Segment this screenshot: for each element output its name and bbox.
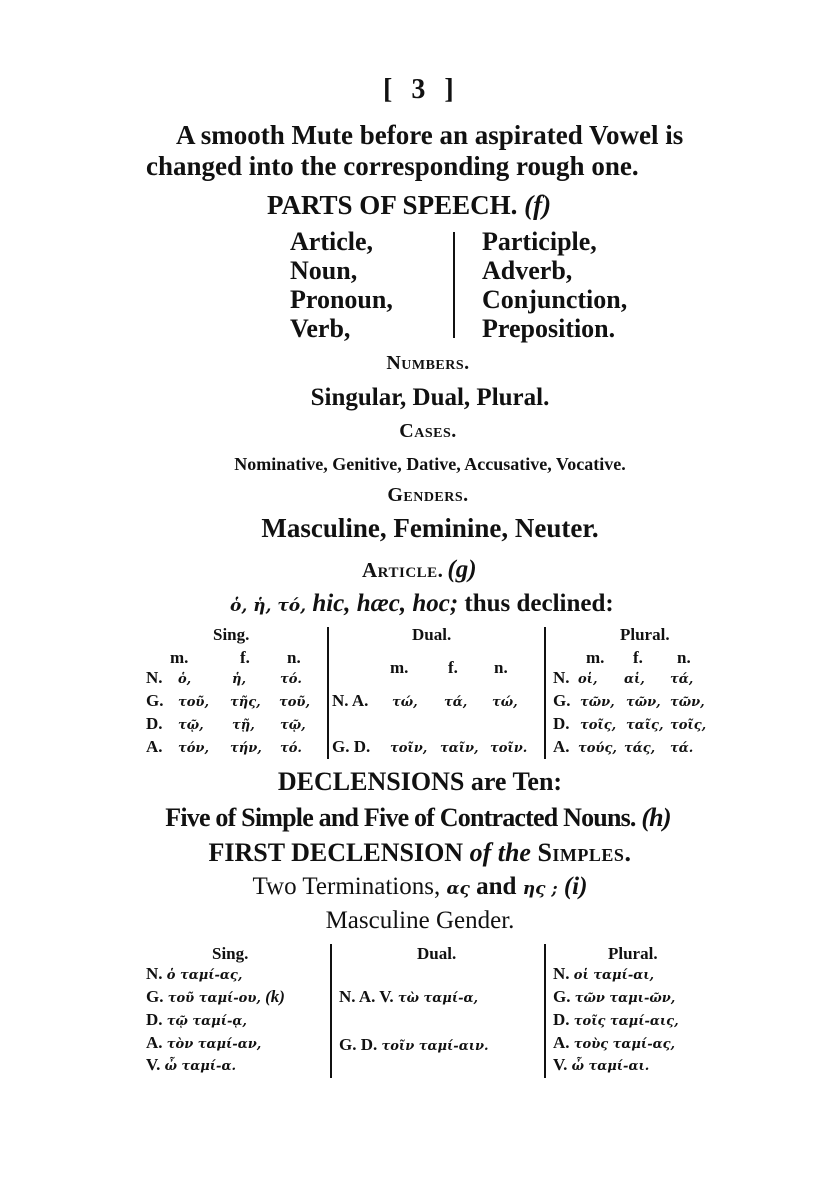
part-adverb: Adverb, (482, 256, 573, 285)
first-plural-row (553, 1055, 649, 1075)
article-form: ταῖς, (626, 718, 664, 733)
first-declension-heading (0, 838, 840, 868)
article-form: τῆς, (230, 695, 261, 710)
part-preposition: Preposition. (482, 314, 616, 343)
noun-form: τοῦ ταμί-ου, (167, 991, 261, 1006)
article-plural-row (553, 668, 570, 688)
article-form: τοῖς, (580, 718, 617, 733)
noun-form: τοὺς ταμί-ας, (573, 1037, 676, 1052)
terminations-line (0, 873, 840, 901)
article-form: τοῖς, (670, 718, 707, 733)
noun-form: ὁ ταμί-ας, (166, 968, 243, 983)
article-heading (362, 556, 477, 584)
article-dual-label: Dual. (412, 625, 452, 644)
case-label: N. (146, 668, 163, 687)
article-plural-row (553, 691, 570, 711)
first-dual-row (339, 1035, 489, 1055)
case-label: A. (146, 737, 163, 756)
part-participle: Participle, (482, 227, 597, 256)
article-form: τοῦ, (178, 695, 209, 710)
article-dual-row (332, 737, 370, 757)
first-plural-row (553, 987, 675, 1007)
case-label: V. (146, 1055, 161, 1074)
rule-text-line1: A smooth Mute before an aspirated Vowel is (176, 120, 684, 150)
genders-heading: Genders. (387, 484, 469, 506)
article-dual-f: f. (448, 658, 458, 677)
cases-text: Nominative, Genitive, Dative, Accusative, Vocative. (234, 454, 626, 474)
noun-note: (k) (265, 987, 285, 1006)
noun-form: τῶν ταμι-ῶν, (574, 991, 676, 1006)
article-form: ταῖν, (440, 741, 479, 756)
page-number: [ 3 ] (383, 74, 460, 105)
case-label: V. (553, 1055, 568, 1074)
numbers-heading: Numbers. (386, 352, 470, 374)
case-label: G. (146, 691, 164, 710)
case-label: N. A. V. (339, 987, 394, 1006)
first-sing-row (146, 1033, 261, 1053)
case-label: N. (146, 964, 163, 983)
article-table-divider-1 (327, 627, 329, 759)
article-form: τῷ, (280, 718, 306, 733)
declensions-title: DECLENSIONS (277, 767, 465, 796)
article-sing-f: f. (240, 648, 250, 667)
noun-form: ὦ ταμί-α. (164, 1059, 236, 1074)
article-sing-m: m. (170, 648, 189, 667)
parts-of-speech-note: (f) (524, 190, 552, 220)
first-dual-row (339, 987, 478, 1007)
article-plural-row (553, 737, 570, 757)
noun-form: τῷ ταμί-ᾳ, (166, 1014, 247, 1029)
article-sing-row (146, 737, 163, 757)
article-sing-n: n. (287, 648, 301, 667)
article-form: τοῖν. (490, 741, 528, 756)
case-label: D. (553, 714, 570, 733)
article-form: τώ, (392, 695, 418, 710)
noun-form: τοῖς ταμί-αις, (573, 1014, 679, 1029)
first-sing-row (146, 1010, 247, 1030)
termination-as: ας (446, 879, 470, 899)
article-form: αἱ, (624, 672, 645, 687)
first-plural-label: Plural. (608, 944, 658, 963)
article-plural-n: n. (677, 648, 691, 667)
case-label: A. (146, 1033, 163, 1052)
article-dual-m: m. (390, 658, 409, 677)
article-form: τά, (670, 672, 694, 687)
case-label: A. (553, 1033, 570, 1052)
article-form: τοῦ, (279, 695, 310, 710)
case-label: N. A. (332, 691, 369, 710)
noun-form: τὼ ταμί-α, (397, 991, 479, 1006)
article-declined: thus declined: (464, 590, 614, 617)
article-form: τούς, (578, 741, 617, 756)
first-sing-row (146, 987, 285, 1007)
first-table-divider-1 (330, 944, 332, 1078)
parts-of-speech-right (482, 227, 627, 343)
case-label: N. (553, 668, 570, 687)
case-label: D. (553, 1010, 570, 1029)
article-sing-row (146, 714, 163, 734)
article-form: ὁ, (178, 672, 192, 687)
termination-es: ης ; (522, 879, 558, 899)
article-form: τοῖν, (390, 741, 428, 756)
case-label: G. (553, 691, 571, 710)
first-declension-title: FIRST DECLENSION (208, 838, 464, 867)
parts-of-speech-heading (267, 190, 551, 221)
parts-of-speech-left (290, 227, 393, 343)
case-label: G. (553, 987, 571, 1006)
article-form: ἡ, (232, 672, 246, 687)
article-form: τά. (670, 741, 694, 756)
noun-form: οἱ ταμί-αι, (573, 968, 655, 983)
noun-form: τοῖν ταμί-αιν. (381, 1039, 489, 1054)
first-sing-row (146, 1055, 236, 1075)
article-sing-row (146, 691, 163, 711)
case-label: G. (146, 987, 164, 1006)
first-declension-of: of the (469, 838, 531, 867)
first-plural-row (553, 1033, 675, 1053)
article-sing-label: Sing. (213, 625, 250, 644)
article-title: Article. (362, 558, 444, 582)
case-label: G. D. (332, 737, 371, 756)
article-form: τῶν, (670, 695, 705, 710)
genders-text: Masculine, Feminine, Neuter. (261, 513, 599, 543)
article-table-divider-2 (544, 627, 546, 759)
case-label: G. D. (339, 1035, 378, 1054)
article-dual-n: n. (494, 658, 508, 677)
parts-divider (453, 232, 455, 338)
terminations-note: (i) (563, 873, 588, 900)
first-declension-simples: Simples. (537, 838, 632, 867)
article-line (230, 590, 614, 618)
article-form: τῶν, (626, 695, 661, 710)
rule-text-line2: changed into the corresponding rough one. (146, 151, 639, 181)
article-dual-row (332, 691, 368, 711)
article-form: τῷ, (178, 718, 204, 733)
article-form: τά, (444, 695, 468, 710)
article-form: τόν, (178, 741, 209, 756)
article-form: τῶν, (580, 695, 615, 710)
article-form: τώ, (492, 695, 518, 710)
numbers-text: Singular, Dual, Plural. (310, 384, 550, 411)
declensions-note: (h) (641, 803, 671, 832)
first-sing-label: Sing. (212, 944, 249, 963)
article-form: τῇ, (232, 718, 255, 733)
declensions-line1 (0, 767, 840, 797)
article-plural-m: m. (586, 648, 605, 667)
article-plural-f: f. (633, 648, 643, 667)
part-verb: Verb, (290, 314, 351, 343)
article-form: τήν, (230, 741, 262, 756)
first-plural-row (553, 1010, 679, 1030)
part-noun: Noun, (290, 256, 358, 285)
article-plural-row (553, 714, 570, 734)
article-sing-row (146, 668, 163, 688)
noun-form: τὸν ταμί-αν, (166, 1037, 262, 1052)
article-note: (g) (447, 556, 477, 583)
first-sing-row (146, 964, 242, 984)
article-latin: hic, hæc, hoc; (312, 590, 459, 617)
cases-heading: Cases. (399, 420, 457, 442)
masculine-gender: Masculine Gender. (325, 907, 515, 934)
terminations-text: Two Terminations, (252, 873, 441, 900)
first-table-divider-2 (544, 944, 546, 1078)
terminations-and: and (476, 873, 517, 900)
noun-form: ὦ ταμί-αι. (571, 1059, 650, 1074)
part-article: Article, (290, 227, 374, 256)
article-form: τάς, (624, 741, 656, 756)
case-label: N. (553, 964, 570, 983)
case-label: D. (146, 1010, 163, 1029)
first-dual-label: Dual. (417, 944, 457, 963)
case-label: D. (146, 714, 163, 733)
part-pronoun: Pronoun, (290, 285, 393, 314)
article-plural-label: Plural. (620, 625, 670, 644)
declensions-line2 (0, 803, 838, 833)
article-form: τό. (280, 741, 302, 756)
part-conjunction: Conjunction, (482, 285, 628, 314)
article-form: οἱ, (578, 672, 598, 687)
declensions-five: Five of Simple and Five of Contracted Nouns. (165, 803, 636, 832)
article-form: τό. (280, 672, 302, 687)
case-label: A. (553, 737, 570, 756)
parts-of-speech-title: PARTS OF SPEECH. (267, 190, 518, 220)
first-plural-row (553, 964, 654, 984)
article-greek: ὁ, ἡ, τό, (230, 596, 307, 616)
declensions-count: are Ten: (470, 767, 563, 796)
